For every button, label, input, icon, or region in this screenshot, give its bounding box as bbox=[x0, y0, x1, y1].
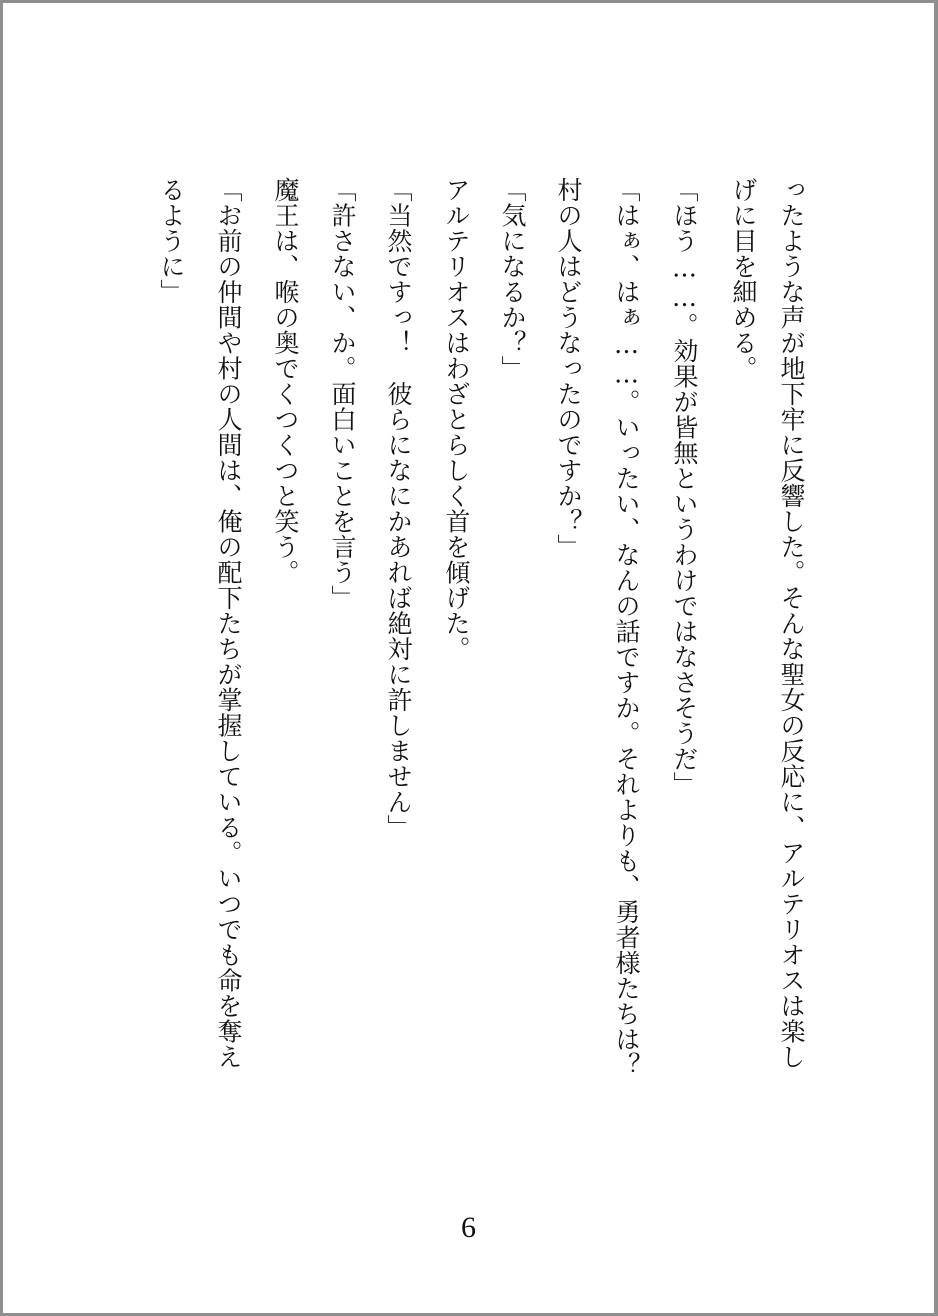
text-line: 「許さない、か。面白いことを言う」 bbox=[328, 177, 357, 611]
book-page bbox=[3, 3, 934, 1313]
text-line: 魔王は、喉の奥でくつくつと笑う。 bbox=[271, 177, 300, 585]
text-line: げに目を細める。 bbox=[729, 177, 758, 381]
text-line: ったような声が地下牢に反響した。そんな聖女の反応に、アルテリオスは楽し bbox=[777, 177, 806, 1070]
text-line: 「ほう……。効果が皆無というわけではなさそうだ」 bbox=[670, 177, 699, 797]
text-line: 「はぁ、はぁ……。いったい、なんの話ですか。それよりも、勇者様たちは？ bbox=[612, 177, 641, 1078]
text-line: 「当然ですっ！ 彼らになにかあれば絶対に許しません」 bbox=[384, 177, 413, 840]
text-line: 「気になるか？」 bbox=[498, 177, 527, 381]
text-line: アルテリオスはわざとらしく首を傾げた。 bbox=[442, 177, 471, 662]
text-line: るように」 bbox=[157, 177, 186, 305]
page-number: 6 bbox=[461, 1211, 476, 1244]
text-line: 「お前の仲間や村の人間は、俺の配下たちが掌握している。いつでも命を奪え bbox=[214, 177, 243, 1070]
text-line: 村の人はどうなったのですか？」 bbox=[554, 177, 583, 560]
